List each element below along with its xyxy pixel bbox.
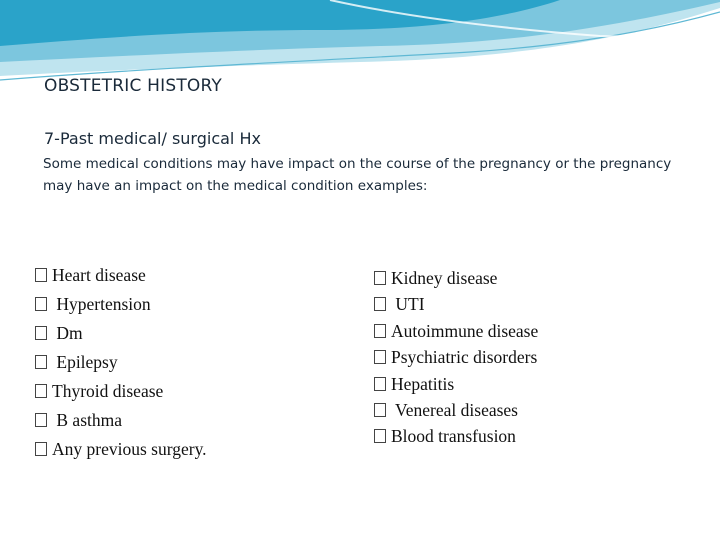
list-item-label: Kidney disease [391, 268, 498, 288]
list-item [374, 372, 538, 398]
list-item [374, 319, 538, 345]
square-bullet-icon [35, 355, 47, 369]
list-item [35, 349, 207, 378]
square-bullet-icon [374, 377, 386, 391]
list-item [35, 378, 207, 407]
list-item-label: Any previous surgery. [52, 439, 207, 459]
intro-paragraph: Some medical conditions may have impact on the course of the pregnancy or the pregnancy may have an impact on the medical condition examples: [43, 156, 672, 194]
list-item-label: Hypertension [52, 294, 151, 314]
list-item-label: Venereal diseases [391, 399, 518, 420]
list-item-label: Autoimmune disease [391, 320, 539, 341]
list-item-label: Epilepsy [52, 352, 118, 372]
list-item-label: Psychiatric disorders [391, 347, 538, 368]
list-item [35, 407, 207, 436]
square-bullet-icon [374, 350, 386, 364]
square-bullet-icon [35, 326, 47, 340]
list-item [374, 398, 538, 424]
square-bullet-icon [35, 442, 47, 456]
list-item [35, 262, 207, 291]
list-item [374, 292, 538, 318]
list-item-label: UTI [391, 294, 425, 315]
slide-subtitle: 7-Past medical/ surgical Hx [44, 129, 261, 148]
list-item-label: Thyroid disease [52, 381, 164, 401]
list-item-label: Blood transfusion [391, 426, 516, 447]
right-conditions-list [374, 266, 538, 451]
square-bullet-icon [35, 268, 47, 282]
list-item [374, 424, 538, 450]
square-bullet-icon [374, 297, 386, 311]
list-item [35, 291, 207, 320]
list-item [35, 320, 207, 349]
list-item [374, 266, 538, 292]
list-item-label: Heart disease [52, 265, 146, 285]
square-bullet-icon [374, 429, 386, 443]
square-bullet-icon [35, 384, 47, 398]
square-bullet-icon [374, 271, 386, 285]
list-item [35, 436, 207, 465]
list-item-label: Dm [52, 323, 83, 343]
slide-title: OBSTETRIC HISTORY [44, 76, 223, 96]
left-conditions-list [35, 262, 207, 465]
list-item-label: B asthma [52, 410, 122, 430]
square-bullet-icon [35, 297, 47, 311]
square-bullet-icon [374, 403, 386, 417]
square-bullet-icon [35, 413, 47, 427]
list-item-label: Hepatitis [391, 373, 455, 394]
square-bullet-icon [374, 324, 386, 338]
list-item [374, 345, 538, 371]
